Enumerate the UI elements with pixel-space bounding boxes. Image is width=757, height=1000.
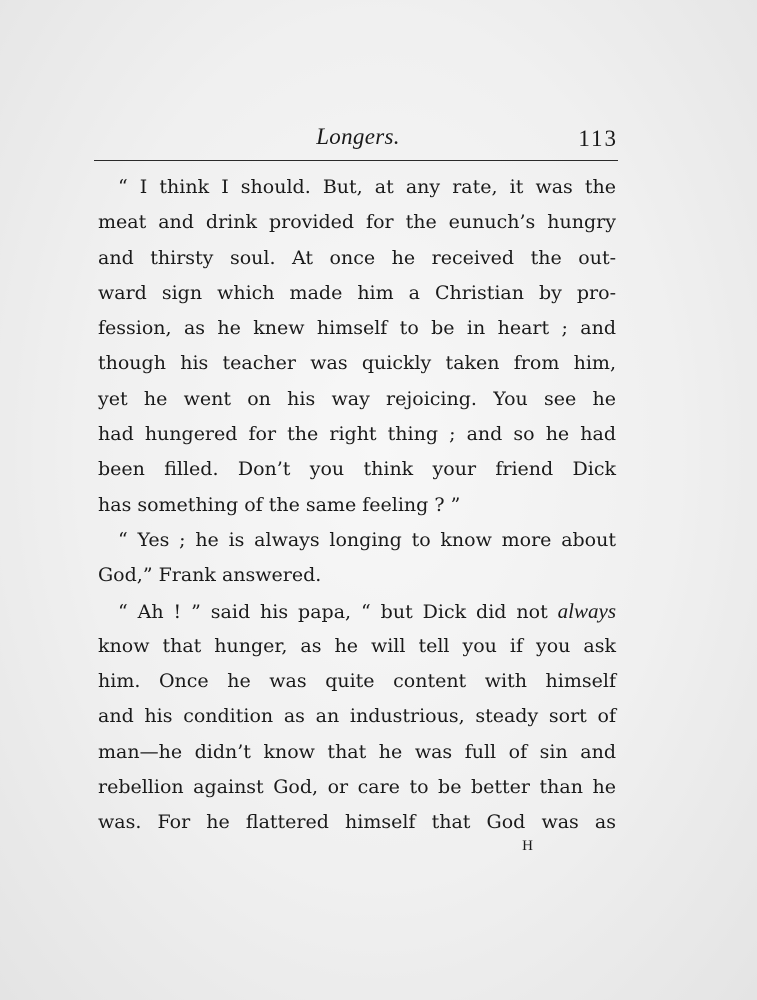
page-number: 113 (578, 126, 618, 151)
running-head: Longers. (316, 124, 400, 149)
text-line: know that hunger, as he will tell you if you ask (98, 634, 616, 657)
text-line: man—he didn’t know that he was full of sin and (98, 740, 616, 763)
text-segment: “ Ah ! ” said his papa, “ but Dick did not (118, 600, 558, 623)
text-line: and his condition as an industrious, steady sort of (98, 705, 616, 728)
text-line: God,” Frank answered. (98, 564, 322, 587)
emphasis-word: always (557, 598, 616, 623)
text-line: meat and drink provided for the eunuch’s hungry (98, 211, 616, 234)
text-line: rebellion against God, or care to be better than he (98, 776, 616, 799)
text-line: him. Once he was quite content with himself (98, 670, 616, 693)
text-line: “ I think I should. But, at any rate, it was the (118, 176, 616, 198)
text-line: ward sign which made him a Christian by pro- (98, 281, 616, 304)
text-line: been filled. Don’t you think your friend Dick (98, 458, 616, 481)
text-line: and thirsty soul. At once he received the out- (98, 246, 616, 269)
text-line: was. For he flattered himself that God was as (98, 811, 616, 834)
text-line: fession, as he knew himself to be in heart ; and (98, 317, 616, 340)
signature-mark: H (522, 838, 534, 854)
header-rule (94, 160, 618, 161)
text-line: though his teacher was quickly taken from him, (98, 352, 616, 375)
text-line-with-emphasis (98, 594, 616, 629)
text-line: has something of the same feeling ? ” (98, 493, 461, 516)
text-line: had hungered for the right thing ; and so he had (98, 423, 616, 446)
page-header (98, 118, 618, 158)
text-line: yet he went on his way rejoicing. You see he (98, 387, 616, 410)
text-line: “ Yes ; he is always longing to know more about (118, 528, 616, 551)
body-text (98, 170, 616, 841)
